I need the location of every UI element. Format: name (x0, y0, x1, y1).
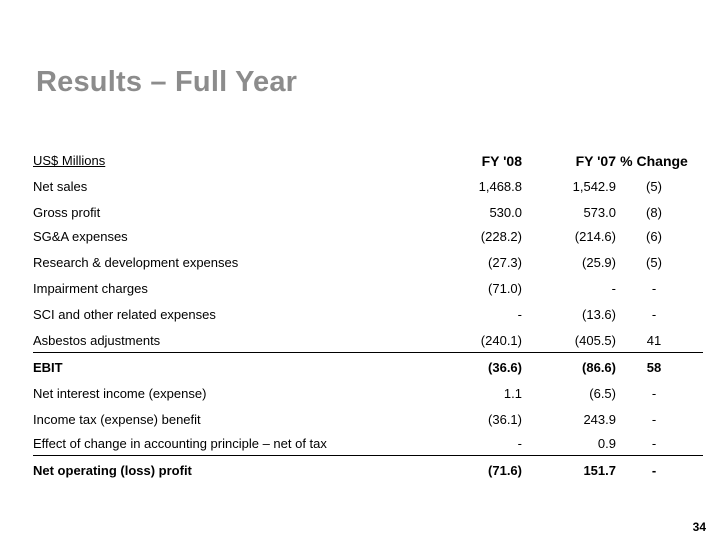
row-change: - (651, 281, 657, 296)
header-fy08: FY '08 (481, 153, 522, 169)
row-fy08: (71.6) (488, 463, 522, 478)
row-label: SCI and other related expenses (33, 307, 216, 322)
header-fy07: FY '07 (575, 153, 616, 169)
row-change: (5) (646, 179, 662, 194)
row-fy08: - (517, 436, 522, 451)
table-header (33, 146, 703, 172)
table-row (33, 274, 703, 300)
row-fy08: 530.0 (489, 205, 522, 220)
table-row (33, 172, 703, 198)
row-fy07: 1,542.9 (572, 179, 616, 194)
row-label: Net sales (33, 179, 88, 194)
row-label: SG&A expenses (33, 229, 128, 244)
row-label: Asbestos adjustments (33, 333, 161, 348)
row-label: EBIT (33, 360, 63, 375)
row-change: - (651, 307, 657, 322)
row-label: Impairment charges (33, 281, 148, 296)
row-fy08: 1.1 (503, 386, 522, 401)
row-fy07: 0.9 (597, 436, 616, 451)
row-fy08: 1,468.8 (478, 179, 522, 194)
header-units: US$ Millions (33, 153, 106, 168)
row-label: Effect of change in accounting principle – net of tax (33, 436, 327, 451)
row-fy08: (36.1) (488, 412, 522, 427)
table-row (33, 405, 703, 429)
table-row (33, 300, 703, 326)
row-fy07: - (611, 281, 616, 296)
row-change: - (651, 463, 657, 478)
row-change: 41 (646, 333, 662, 348)
row-fy08: (27.3) (488, 255, 522, 270)
row-change: (8) (646, 205, 662, 220)
row-change: - (651, 436, 657, 451)
table-row (33, 429, 703, 455)
table-row (33, 198, 703, 222)
row-label: Income tax (expense) benefit (33, 412, 201, 427)
row-fy07: (86.6) (582, 360, 616, 375)
row-change: 58 (646, 360, 662, 375)
row-change: - (651, 412, 657, 427)
row-fy07: 151.7 (583, 463, 616, 478)
row-change: (6) (646, 229, 662, 244)
row-fy08: (36.6) (488, 360, 522, 375)
row-change: (5) (646, 255, 662, 270)
table-row-net-operating (33, 455, 703, 482)
row-fy07: 573.0 (583, 205, 616, 220)
slide-title: Results – Full Year (36, 66, 298, 98)
table-row (33, 248, 703, 274)
table-row-ebit (33, 352, 703, 379)
row-label: Gross profit (33, 205, 101, 220)
row-fy07: (13.6) (582, 307, 616, 322)
row-fy08: (240.1) (480, 333, 522, 348)
header-change: % Change (620, 153, 688, 169)
row-fy07: (405.5) (574, 333, 616, 348)
table-row (33, 222, 703, 248)
row-label: Net operating (loss) profit (33, 463, 192, 478)
row-fy07: (214.6) (574, 229, 616, 244)
row-fy07: 243.9 (583, 412, 616, 427)
row-label: Net interest income (expense) (33, 386, 207, 401)
page-number: 34 (692, 520, 706, 534)
row-label: Research & development expenses (33, 255, 239, 270)
row-fy08: (228.2) (480, 229, 522, 244)
table-row (33, 326, 703, 352)
row-fy08: - (517, 307, 522, 322)
row-fy07: (6.5) (589, 386, 616, 401)
table-row (33, 379, 703, 405)
row-fy08: (71.0) (488, 281, 522, 296)
row-fy07: (25.9) (582, 255, 616, 270)
row-change: - (651, 386, 657, 401)
results-table (33, 146, 703, 482)
